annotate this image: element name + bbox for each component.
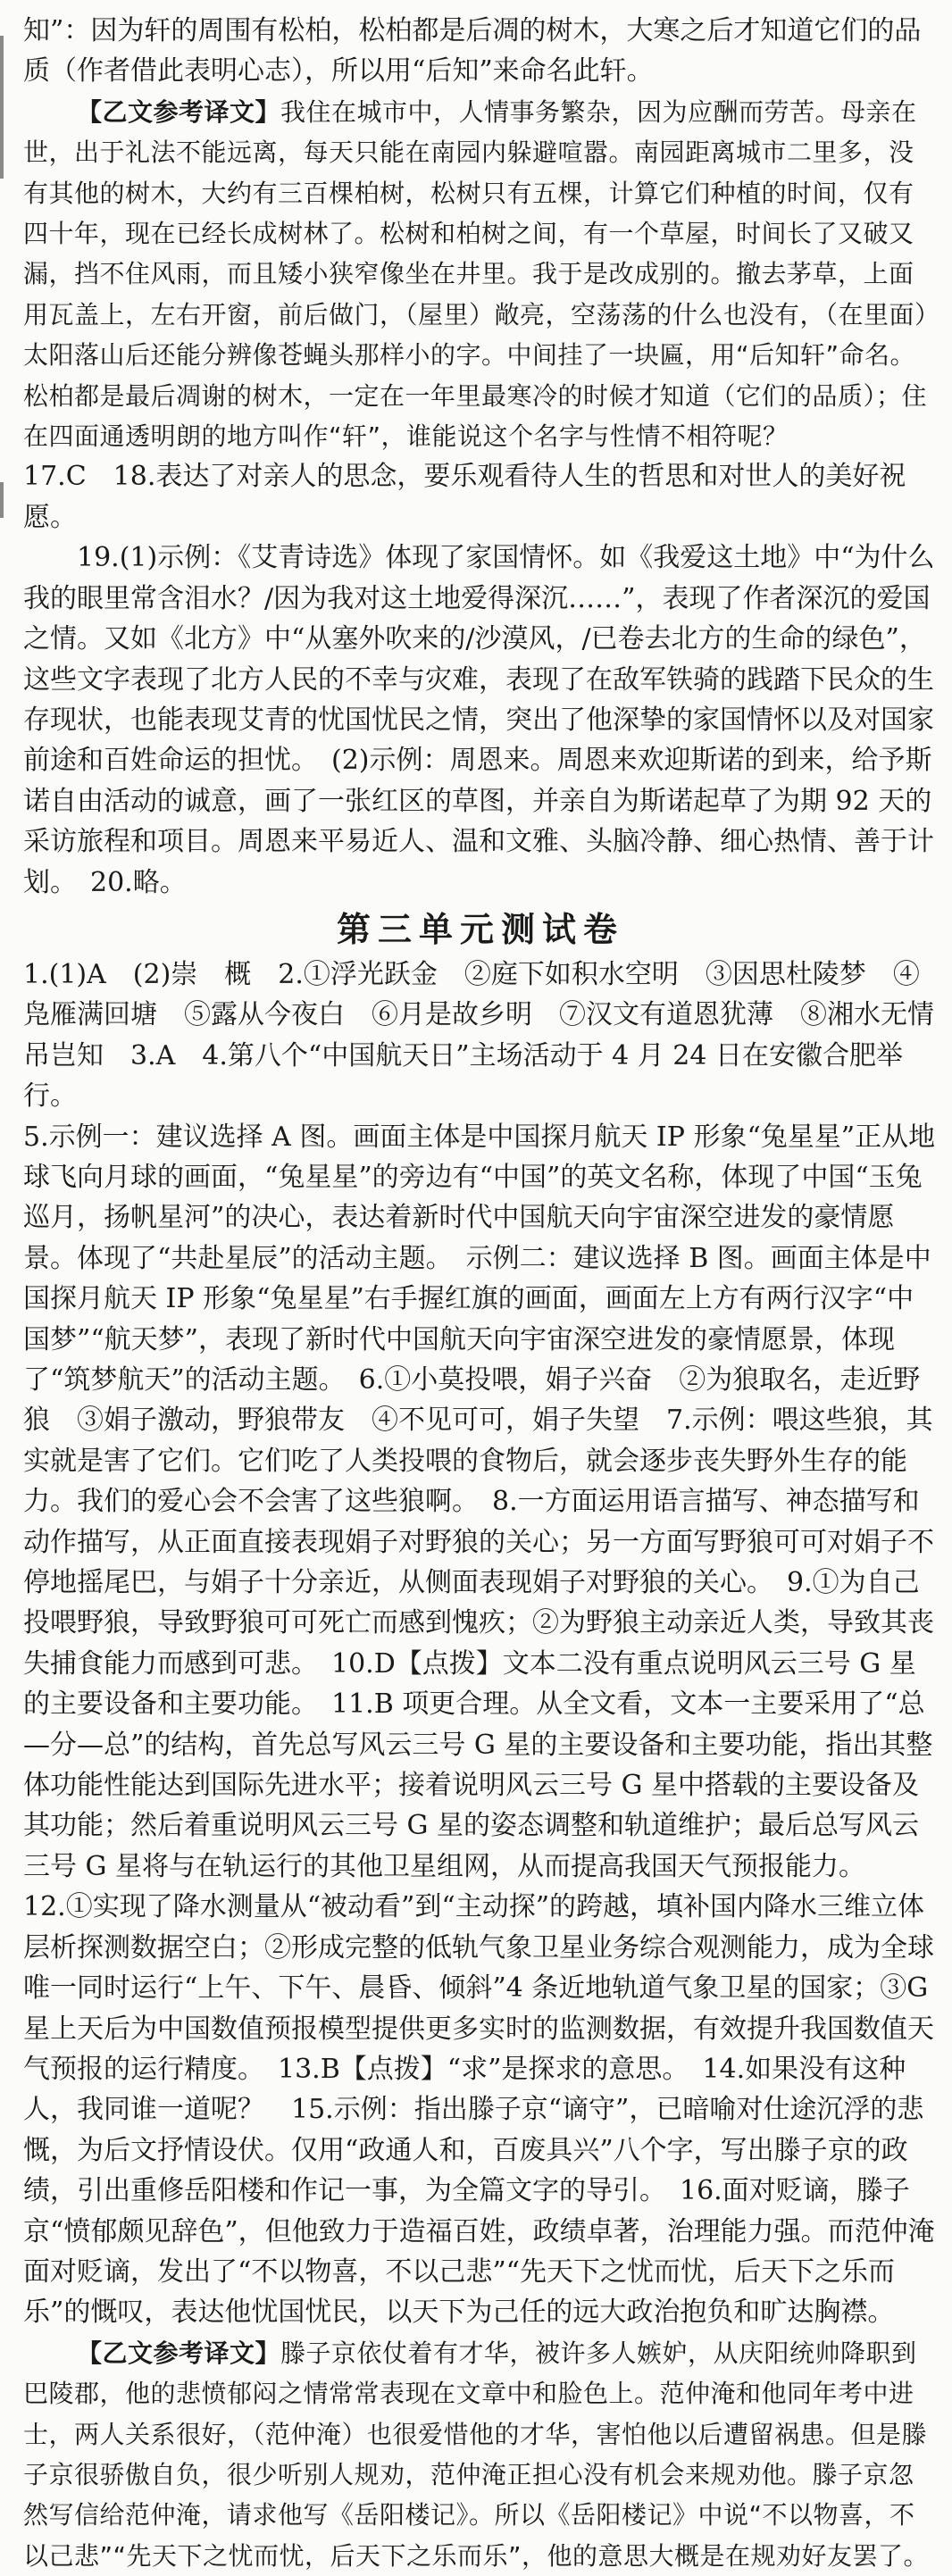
answer-19-20: 19.(1)示例：《艾青诗选》体现了家国情怀。如《我爱这土地》中“为什么我的眼里常含泪水？/因为我对这土地爱得深沉……”，表现了作者深沉的爱国之情。又如《北方》中“从塞外吹来的/沙漠风，/已卷去北方的生命的绿色”，这些文字表现了北方人民的不幸与灾难，表现了在敌军铁骑的践踏下民众的生存现状，也能表现艾青的忧国忧民之情，突出了他深挚的家国情怀以及对国家前途和百姓命运的担忧。 (2)示例：周恩来。周恩来欢迎斯诺的到来，给予斯诺自由活动的诚意，画了一张红区的草图，并亲自为斯诺起草了为期 92 天的采访旅程和项目。周恩来平易近人、温和文雅、头脑冷静、细心热情、善于计划。 20.略。: [23, 542, 935, 898]
translation-tag: 【乙文参考译文】: [77, 96, 281, 127]
translation-text: 滕子京依仗着有才华，被许多人嫉妒，从庆阳统帅降职到巴陵郡，他的悲愤郁闷之情常常表现在文章中和脸色上。范仲淹和他同年考中进士，两人关系很好，（范仲淹）也很爱惜他的才华，害怕他以后遭留祸患。但是滕子京很骄傲自负，很少听别人规劝，范仲淹正担心没有机会来规劝他。滕子京忽然写信给范仲淹，请求他写《岳阳楼记》。所以《岳阳楼记》中说“不以物喜，不以己悲”“先天下之忧而忧，后天下之乐而乐”，他的意思大概是在规劝好友罢了。: [23, 2338, 930, 2571]
section-title: 第三单元测试卷: [336, 909, 624, 949]
page-edge-mark: [0, 482, 4, 518]
answer-page: [23, 11, 938, 2576]
translation-paragraph-a: [23, 92, 938, 457]
answer-paragraph-top: 知”：因为轩的周围有松柏，松柏都是后凋的树木，大寒之后才知道它们的品质（作者借此表明心志），所以用“后知”来命名此轩。: [23, 15, 922, 88]
page-edge-mark: [0, 36, 4, 179]
translation-paragraph-b: [23, 2333, 938, 2576]
answer-1-4: 1.(1)A (2)崇 概 2.①浮光跃金 ②庭下如积水空明 ③因思杜陵梦 ④凫雁满回塘 ⑤露从今夜白 ⑥月是故乡明 ⑦汉文有道恩犹薄 ⑧湘水无情吊岂知 3.A 4.第八个“中国航天日”主场活动于 4 月 24 日在安徽合肥举行。: [23, 958, 934, 1113]
answer-5-16: 5.示例一：建议选择 A 图。画面主体是中国探月航天 IP 形象“兔星星”正从地球飞向月球的画面，“兔星星”的旁边有“中国”的英文名称，体现了中国“玉兔巡月，扬帆星河”的决心，表达着新时代中国航天向宇宙深空进发的豪情愿景。体现了“共赴星辰”的活动主题。 示例二：建议选择 B 图。画面主体是中国探月航天 IP 形象“兔星星”右手握红旗的画面，画面左上方有两行汉字“中国梦”“航天梦”，表现了新时代中国航天向宇宙深空进发的豪情愿景，体现了“筑梦航天”的活动主题。 6.①小莫投喂，娟子兴奋 ②为狼取名，走近野狼 ③娟子激动，野狼带友 ④不见可可，娟子失望 7.示例：喂这些狼，其实就是害了它们。它们吃了人类投喂的食物后，就会逐步丧失野外生存的能力。我们的爱心会不会害了这些狼啊。 8.一方面运用语言描写、神态描写和动作描写，从正面直接表现娟子对野狼的关心；另一方面写野狼可可对娟子不停地摇尾巴，与娟子十分亲近，从侧面表现娟子对野狼的关心。 9.①为自己投喂野狼，导致野狼可可死亡而感到愧疚；②为野狼主动亲近人类，导致其丧失捕食能力而感到可悲。 10.D【点拨】文本二没有重点说明风云三号 G 星的主要设备和主要功能。 11.B 项更合理。从全文看，文本一主要采用了“总—分—总”的结构，首先总写风云三号 G 星的主要设备和主要功能，指出其整体功能性能达到国际先进水平；接着说明风云三号 G 星中搭载的主要设备及其功能；然后着重说明风云三号 G 星的姿态调整和轨道维护；最后总写风云三号 G 星将与在轨运行的其他卫星组网，从而提高我国天气预报能力。 12.①实现了降水测量从“被动看”到“主动探”的跨越，填补国内降水三维立体层析探测数据空白；②形成完整的低轨气象卫星业务综合观测能力，成为全球唯一同时运行“上午、下午、晨昏、倾斜”4 条近地轨道气象卫星的国家；③G 星上天后为中国数值预报模型提供更多实时的监测数据，有效提升我国数值天气预报的运行精度。 13.B【点拨】“求”是探求的意思。 14.如果没有这种人，我同谁一道呢？ 15.示例：指出滕子京“谪守”，已暗喻对仕途沉浮的悲慨，为后文抒情设伏。仅用“政通人和，百废具兴”八个字，写出滕子京的政绩，引出重修岳阳楼和作记一事，为全篇文字的导引。 16.面对贬谪，滕子京“愤郁颇见辞色”，但他致力于造福百姓，政绩卓著，治理能力强。而范仲淹面对贬谪，发出了“不以物喜，不以己悲”“先天下之忧而忧，后天下之乐而乐”的慨叹，表达他忧国忧民，以天下为己任的远大政治抱负和旷达胸襟。: [23, 1121, 936, 2329]
translation-tag: 【乙文参考译文】: [77, 2338, 281, 2368]
translation-text: 我住在城市中，人情事务繁杂，因为应酬而劳苦。母亲在世，出于礼法不能远离，每天只能在南园内躲避喧嚣。南园距离城市二里多，没有其他的树木，大约有三百棵柏树，松树只有五棵，计算它们种植的时间，仅有四十年，现在已经长成树林了。松树和柏树之间，有一个草屋，时间长了又破又漏，挡不住风雨，而且矮小狭窄像坐在井里。我于是改成别的。撤去茅草，上面用瓦盖上，左右开窗，前后做门，（屋里）敞亮，空荡荡的什么也没有，（在里面）太阳落山后还能分辨像苍蝇头那样小的字。中间挂了一块匾，用“后知轩”命名。松柏都是最后凋谢的树木，一定在一年里最寒冷的时候才知道（它们的品质）；住在四面通透明朗的地方叫作“轩”，谁能说这个名字与性情不相符呢？: [23, 96, 928, 452]
answer-17-18: 17.C 18.表达了对亲人的思念，要乐观看待人生的哲思和对世人的美好祝愿。: [23, 461, 906, 533]
